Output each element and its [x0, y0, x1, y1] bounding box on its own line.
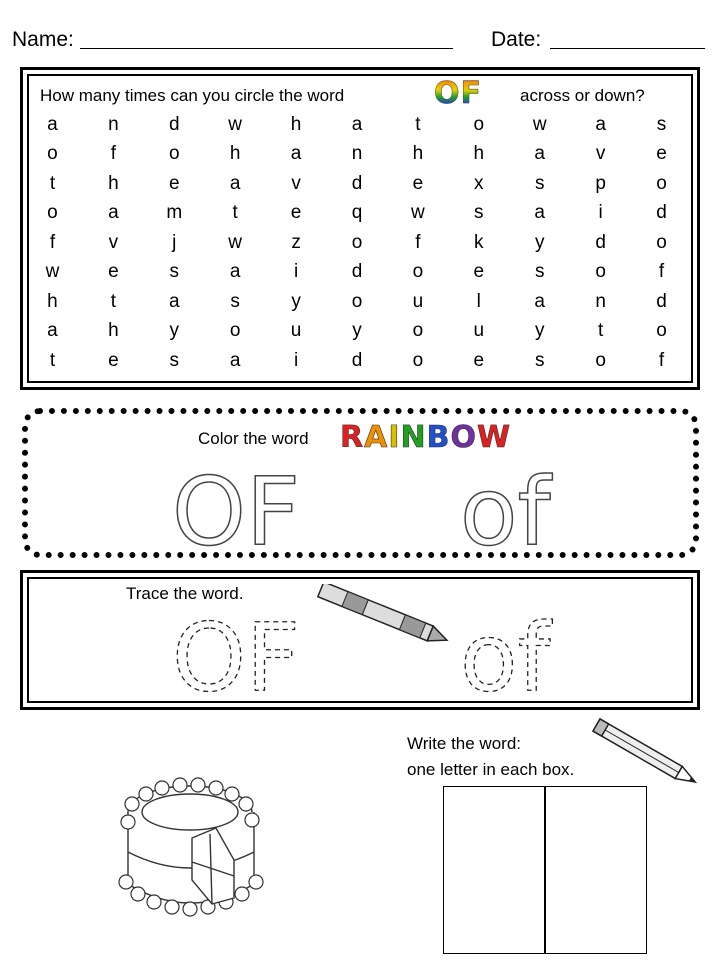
word-search-question-suffix: across or down?: [520, 86, 645, 105]
grid-letter[interactable]: a: [168, 290, 180, 312]
date-label: Date:: [491, 28, 542, 51]
grid-letter[interactable]: e: [108, 349, 119, 371]
write-box-1[interactable]: [443, 786, 546, 954]
grid-letter[interactable]: d: [351, 172, 363, 194]
grid-letter[interactable]: s: [169, 349, 180, 371]
grid-letter[interactable]: p: [595, 172, 606, 194]
grid-letter[interactable]: e: [473, 261, 485, 283]
write-instruction-line2: one letter in each box.: [407, 760, 575, 779]
grid-row: [22, 317, 692, 347]
rainbow-letter: A: [364, 420, 389, 455]
grid-letter[interactable]: e: [108, 261, 119, 283]
rainbow-letter: I: [388, 420, 401, 455]
grid-letter[interactable]: a: [534, 290, 545, 312]
grid-letter[interactable]: s: [474, 202, 484, 224]
grid-letter[interactable]: a: [534, 143, 545, 165]
grid-row: [22, 258, 692, 288]
grid-letter[interactable]: o: [229, 320, 241, 342]
color-lower-word[interactable]: of: [460, 462, 551, 552]
grid-letter[interactable]: o: [412, 261, 424, 283]
grid-letter[interactable]: a: [351, 113, 363, 135]
rainbow-letter: R: [340, 420, 365, 455]
grid-letter[interactable]: o: [595, 349, 606, 371]
grid-letter[interactable]: i: [293, 261, 299, 283]
grid-letter[interactable]: f: [658, 349, 665, 371]
grid-letter[interactable]: u: [412, 290, 424, 312]
grid-letter[interactable]: w: [228, 231, 243, 253]
grid-letter[interactable]: a: [595, 113, 606, 135]
grid-letter[interactable]: d: [656, 290, 667, 312]
grid-letter[interactable]: n: [595, 290, 606, 312]
grid-letter[interactable]: h: [473, 143, 485, 165]
grid-letter[interactable]: y: [534, 231, 545, 253]
grid-letter[interactable]: z: [291, 231, 301, 253]
grid-letter[interactable]: w: [45, 261, 60, 283]
grid-letter[interactable]: s: [534, 349, 545, 371]
color-instruction: Color the word: [198, 429, 309, 448]
grid-letter[interactable]: s: [534, 172, 545, 194]
word-search-target-word: OF: [434, 76, 482, 111]
trace-letters: [160, 604, 580, 700]
grid-letter[interactable]: o: [473, 113, 485, 135]
grid-letter[interactable]: o: [656, 320, 667, 342]
grid-letter[interactable]: u: [290, 320, 302, 342]
grid-letter[interactable]: e: [168, 172, 180, 194]
grid-row: [22, 346, 692, 376]
grid-letter[interactable]: f: [49, 231, 56, 253]
grid-letter[interactable]: o: [656, 231, 667, 253]
grid-row: [22, 228, 692, 258]
grid-letter[interactable]: y: [534, 320, 545, 342]
grid-letter[interactable]: q: [351, 202, 363, 224]
grid-letter[interactable]: l: [476, 290, 481, 312]
grid-letter[interactable]: o: [168, 143, 180, 165]
grid-letter[interactable]: d: [351, 349, 363, 371]
grid-letter[interactable]: e: [412, 172, 424, 194]
grid-letter[interactable]: s: [656, 113, 667, 135]
grid-letter[interactable]: v: [291, 172, 301, 194]
grid-row: [22, 110, 692, 140]
grid-letter[interactable]: f: [658, 261, 665, 283]
grid-letter[interactable]: h: [47, 290, 58, 312]
grid-letter[interactable]: o: [47, 143, 58, 165]
rainbow-letter: W: [477, 420, 512, 455]
grid-letter[interactable]: w: [411, 202, 425, 224]
date-line[interactable]: [550, 48, 705, 49]
grid-letter[interactable]: y: [291, 290, 301, 312]
grid-letter[interactable]: w: [228, 113, 243, 135]
grid-letter[interactable]: h: [412, 143, 424, 165]
grid-letter[interactable]: e: [473, 349, 485, 371]
grid-letter[interactable]: f: [415, 231, 421, 253]
grid-letter[interactable]: v: [595, 143, 606, 165]
grid-letter[interactable]: e: [290, 202, 302, 224]
grid-letter[interactable]: d: [656, 202, 667, 224]
grid-letter[interactable]: a: [47, 320, 58, 342]
grid-row: [22, 287, 692, 317]
grid-letter[interactable]: o: [351, 290, 363, 312]
trace-instruction: Trace the word.: [126, 584, 244, 603]
grid-letter[interactable]: o: [412, 320, 424, 342]
grid-letter[interactable]: d: [595, 231, 606, 253]
trace-upper-word[interactable]: OF: [172, 604, 301, 700]
grid-letter[interactable]: j: [172, 231, 177, 253]
grid-letter[interactable]: e: [656, 143, 667, 165]
grid-letter[interactable]: t: [49, 349, 56, 371]
grid-letter[interactable]: s: [534, 261, 545, 283]
grid-letter[interactable]: o: [351, 231, 363, 253]
grid-letter[interactable]: t: [49, 172, 56, 194]
grid-letter[interactable]: o: [656, 172, 667, 194]
color-letters: [160, 462, 580, 552]
rainbow-word: [340, 420, 511, 455]
grid-letter[interactable]: o: [595, 261, 606, 283]
grid-letter[interactable]: a: [229, 349, 241, 371]
grid-letter[interactable]: o: [412, 349, 424, 371]
trace-lower-word[interactable]: of: [460, 604, 551, 700]
grid-letter[interactable]: a: [229, 261, 241, 283]
grid-row: [22, 140, 692, 170]
grid-letter[interactable]: s: [230, 290, 240, 312]
rainbow-letter: O: [450, 420, 477, 455]
grid-letter[interactable]: m: [166, 202, 183, 224]
grid-letter[interactable]: a: [534, 202, 545, 224]
name-line[interactable]: [80, 48, 453, 49]
grid-letter[interactable]: w: [532, 113, 547, 135]
grid-letter[interactable]: d: [168, 113, 180, 135]
grid-letter[interactable]: h: [108, 172, 119, 194]
color-upper-word[interactable]: OF: [172, 462, 301, 552]
grid-letter[interactable]: i: [293, 349, 299, 371]
grid-letter[interactable]: n: [351, 143, 363, 165]
grid-letter[interactable]: y: [352, 320, 362, 342]
grid-letter[interactable]: h: [108, 320, 119, 342]
grid-letter[interactable]: t: [232, 202, 238, 224]
grid-letter[interactable]: n: [108, 113, 119, 135]
grid-letter[interactable]: a: [47, 113, 58, 135]
grid-letter[interactable]: k: [474, 231, 484, 253]
grid-letter[interactable]: u: [473, 320, 485, 342]
rainbow-letter: B: [426, 420, 451, 455]
grid-letter[interactable]: x: [474, 172, 484, 194]
grid-letter[interactable]: a: [108, 202, 119, 224]
grid-row: [22, 199, 692, 229]
grid-letter[interactable]: a: [290, 143, 302, 165]
grid-letter[interactable]: f: [110, 143, 116, 165]
grid-letter[interactable]: d: [351, 261, 363, 283]
name-label: Name:: [12, 28, 74, 51]
grid-letter[interactable]: o: [47, 202, 58, 224]
grid-letter[interactable]: s: [169, 261, 180, 283]
word-search-grid: [22, 110, 692, 376]
grid-letter[interactable]: h: [290, 113, 302, 135]
grid-letter[interactable]: t: [110, 290, 116, 312]
rainbow-letter: N: [400, 420, 427, 455]
word-search-question: How many times can you circle the word: [40, 86, 345, 105]
cake-icon: [112, 772, 272, 922]
grid-letter[interactable]: v: [108, 231, 119, 253]
write-instruction-line1: Write the word:: [407, 734, 522, 753]
grid-letter[interactable]: a: [229, 172, 241, 194]
grid-letter[interactable]: t: [415, 113, 421, 135]
grid-letter[interactable]: y: [169, 320, 180, 342]
grid-letter[interactable]: h: [229, 143, 241, 165]
write-box-2[interactable]: [544, 786, 647, 954]
pencil-icon: [585, 718, 710, 788]
grid-letter[interactable]: t: [597, 320, 604, 342]
grid-letter[interactable]: i: [598, 202, 603, 224]
grid-row: [22, 169, 692, 199]
